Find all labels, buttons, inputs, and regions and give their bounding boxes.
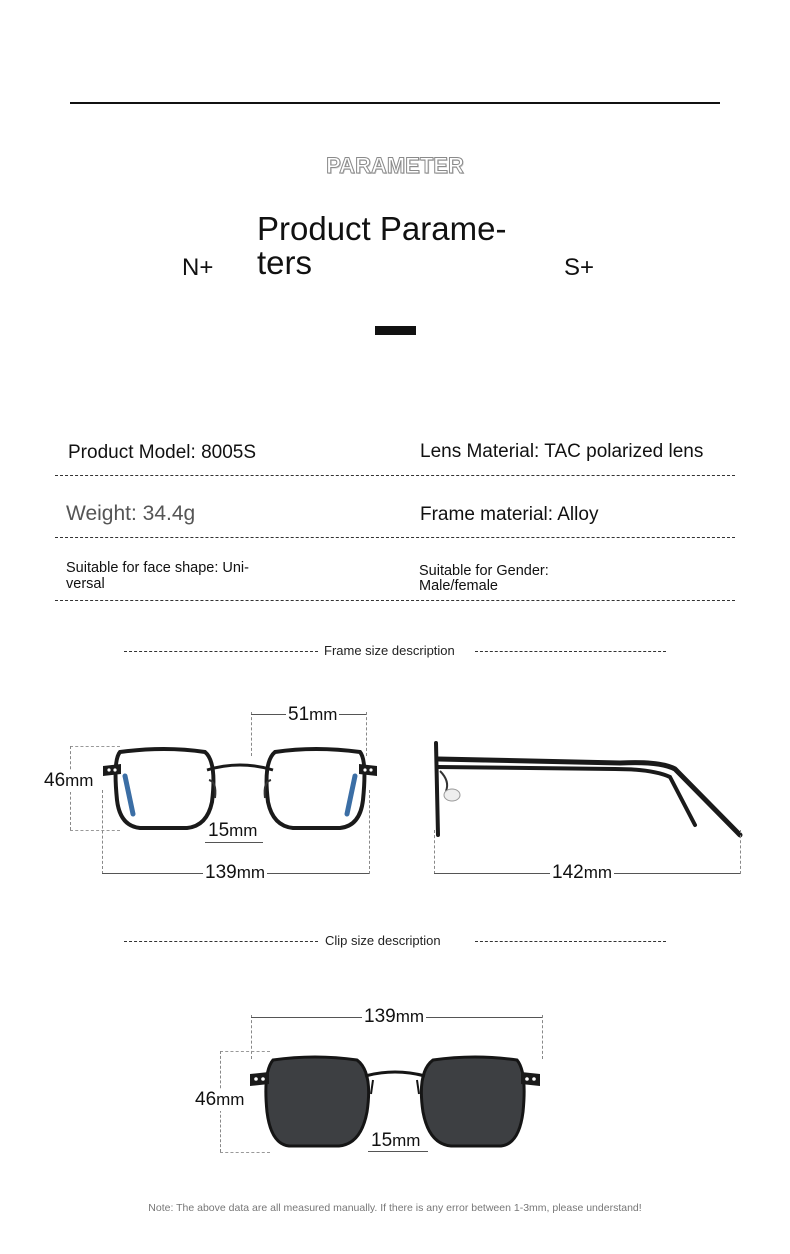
spec-weight: Weight: 34.4g xyxy=(66,502,196,525)
glasses-side-illustration xyxy=(430,735,750,845)
dim-guide xyxy=(740,830,741,874)
dim-guide xyxy=(220,1051,270,1052)
section-dash-right xyxy=(475,651,666,652)
top-divider xyxy=(70,102,720,104)
measurement-note: Note: The above data are all measured manually. If there is any error between 1-3mm, please understand! xyxy=(148,1202,642,1214)
spec-gender-value: Male/female xyxy=(419,578,498,594)
dim-guide xyxy=(102,790,103,874)
dim-guide xyxy=(542,1015,543,1059)
frame-size-label: Frame size description xyxy=(318,643,461,658)
dim-guide xyxy=(251,1015,252,1059)
section-dash-left xyxy=(124,651,318,652)
title-underline-bar xyxy=(375,326,416,335)
page-title: Product Parame- ters xyxy=(257,210,507,281)
bridge-label: 15mm xyxy=(208,820,258,841)
spec-frame-material: Frame material: Alloy xyxy=(420,504,599,525)
left-mark: N+ xyxy=(182,254,214,281)
clip-size-label: Clip size description xyxy=(319,933,447,948)
clip-bridge-label: 15mm xyxy=(371,1130,421,1151)
lens-width-label: 51mm xyxy=(288,704,338,725)
spec-model: Product Model: 8005S xyxy=(68,442,257,463)
dim-guide xyxy=(70,746,120,747)
bridge-line xyxy=(205,842,263,843)
dim-guide xyxy=(434,830,435,874)
spec-divider xyxy=(55,475,735,476)
dim-guide xyxy=(369,790,370,874)
section-dash-right xyxy=(475,941,666,942)
spec-divider xyxy=(55,600,735,601)
dim-guide xyxy=(251,712,252,756)
clip-height-label: 46mm xyxy=(195,1089,245,1110)
dim-guide xyxy=(366,712,367,756)
right-mark: S+ xyxy=(564,254,595,281)
section-dash-left xyxy=(124,941,318,942)
spec-lens-material: Lens Material: TAC polarized lens xyxy=(420,441,704,462)
dim-guide xyxy=(220,1152,270,1153)
spec-divider xyxy=(55,537,735,538)
temple-length-label: 142mm xyxy=(552,862,613,883)
clip-width-label: 139mm xyxy=(364,1006,425,1027)
dim-guide xyxy=(70,830,120,831)
spec-face-shape: Suitable for face shape: Uni- versal xyxy=(66,560,249,592)
total-width-label: 139mm xyxy=(205,862,266,883)
lens-height-label: 46mm xyxy=(44,770,94,791)
parameter-heading: PARAMETER xyxy=(326,153,464,178)
spec-gender-label: Suitable for Gender: xyxy=(419,563,549,579)
